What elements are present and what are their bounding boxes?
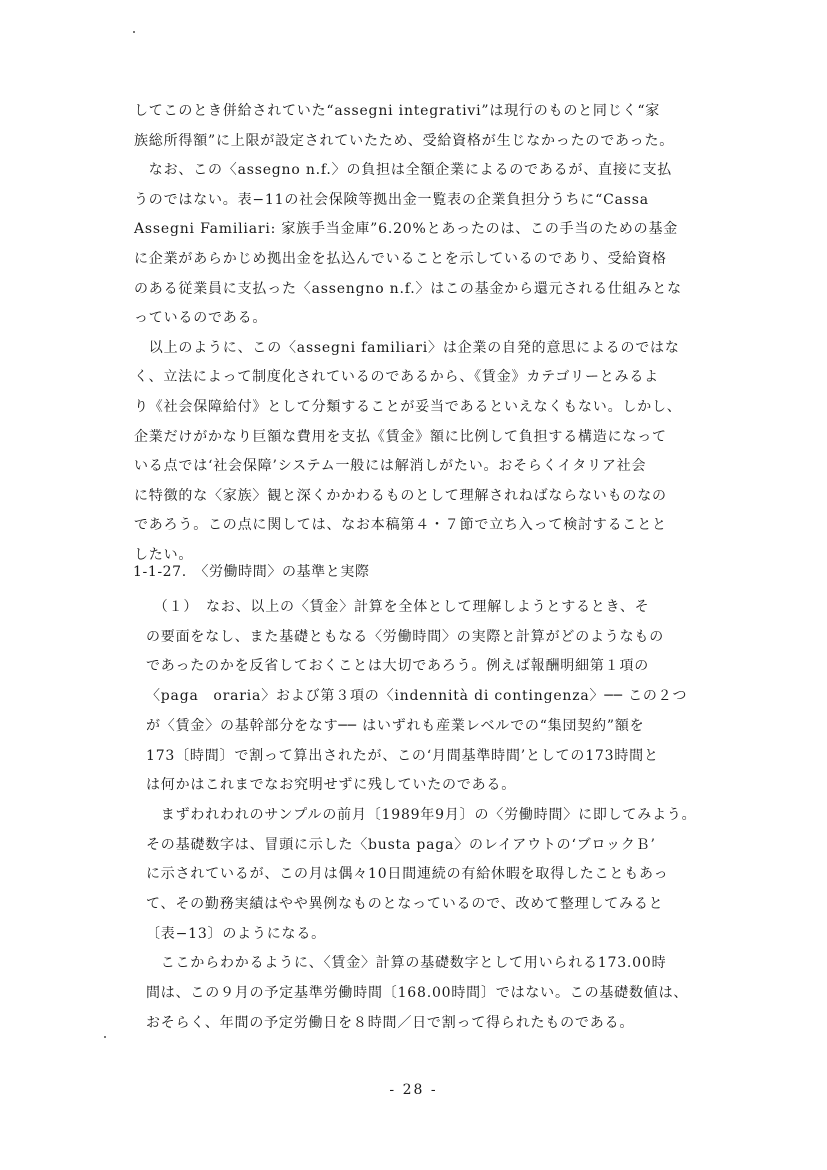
text-line: いる点では‘社会保障’システム一般には解消しがたい。おそらくイタリア社会 [134, 458, 647, 474]
text-line: り《社会保障給付》として分類することが妥当であるといえなくもない。しかし、 [134, 399, 682, 415]
text-line: 〔表−13〕のようになる。 [146, 926, 326, 942]
text-line: が〈賃金〉の基幹部分をなす── はいずれも産業レベルでの“集団契約”額を [146, 718, 645, 734]
text-line: のある従業員に支払った〈assengno n.f.〉はこの基金から還元される仕組みとな [134, 281, 682, 297]
text-line: その基礎数字は、冒頭に示した〈busta paga〉のレイアウトの‘ブロックＢ’ [146, 837, 656, 853]
text-line: に企業があらかじめ拠出金を払込んでいることを示しているのであり、受給資格 [134, 251, 667, 267]
page-number: - 28 - [389, 1082, 438, 1098]
text-line: （１） なお、以上の〈賃金〉計算を全体として理解しようとするとき、そ [146, 599, 650, 615]
text-line: っているのである。 [134, 310, 268, 326]
text-line: く、立法によって制度化されているのであるから、《賃金》カテゴリーとみるよ [134, 369, 659, 385]
text-line: て、その勤務実績はやや異例なものとなっているので、改めて整理してみると [146, 896, 664, 912]
text-line: 以上のように、この〈assegni familiari〉は企業の自発的意思によるのではな [134, 340, 680, 356]
text-line: 企業だけがかなり巨額な費用を支払《賃金》額に比例して負担する構造になって [134, 429, 667, 445]
text-line: は何かはこれまでなお究明せずに残していたのである。 [146, 777, 516, 793]
text-line: なお、この〈assegno n.f.〉の負担は全額企業によるのであるが、直接に支払 [134, 162, 673, 178]
text-line: ここからわかるように、〈賃金〉計算の基礎数字として用いられる173.00時 [146, 955, 667, 971]
text-line: Assegni Familiari: 家族手当金庫”6.20%とあったのは、この手当のための基金 [134, 221, 679, 237]
text-line: おそらく、年間の予定労働日を８時間／日で割って得られたものである。 [146, 1015, 635, 1031]
text-line: 族総所得額”に上限が設定されていたため、受給資格が生じなかったのであった。 [134, 133, 675, 149]
scan-speck [133, 31, 135, 33]
text-line: の要面をなし、また基礎ともなる〈労働時間〉の実際と計算がどのようなもの [146, 629, 664, 645]
text-line: であろう。この点に関しては、なお本稿第４・７節で立ち入って検討することと [134, 517, 667, 533]
text-line: に特徴的な〈家族〉観と深くかかわるものとして理解されねばならないものなの [134, 488, 667, 504]
section-heading: 1-1-27. 〈労働時間〉の基準と実際 [133, 564, 370, 580]
text-line: したい。 [134, 547, 194, 563]
scan-speck [104, 1036, 106, 1038]
text-line: 173〔時間〕で割って算出されたが、この‘月間基準時間’としての173時間と [146, 748, 659, 764]
text-line: 〈paga oraria〉および第３項の〈indennità di contingenza〉── この２つ [146, 688, 688, 704]
text-line: してこのとき併給されていた“assegni integrativi”は現行のものと同じく“家 [134, 103, 661, 119]
text-line: に示されているが、この月は偶々10日間連続の有給休暇を取得したこともあっ [146, 866, 669, 882]
text-line: 間は、この９月の予定基準労働時間〔168.00時間〕ではない。この基礎数値は、 [146, 985, 689, 1001]
text-line: であったのかを反省しておくことは大切であろう。例えば報酬明細第１項の [146, 658, 650, 674]
text-line: まずわれわれのサンプルの前月〔1989年9月〕の〈労働時間〉に即してみよう。 [146, 807, 697, 823]
text-line: うのではない。表−11の社会保険等拠出金一覧表の企業負担分うちに“Cassa [134, 192, 649, 208]
